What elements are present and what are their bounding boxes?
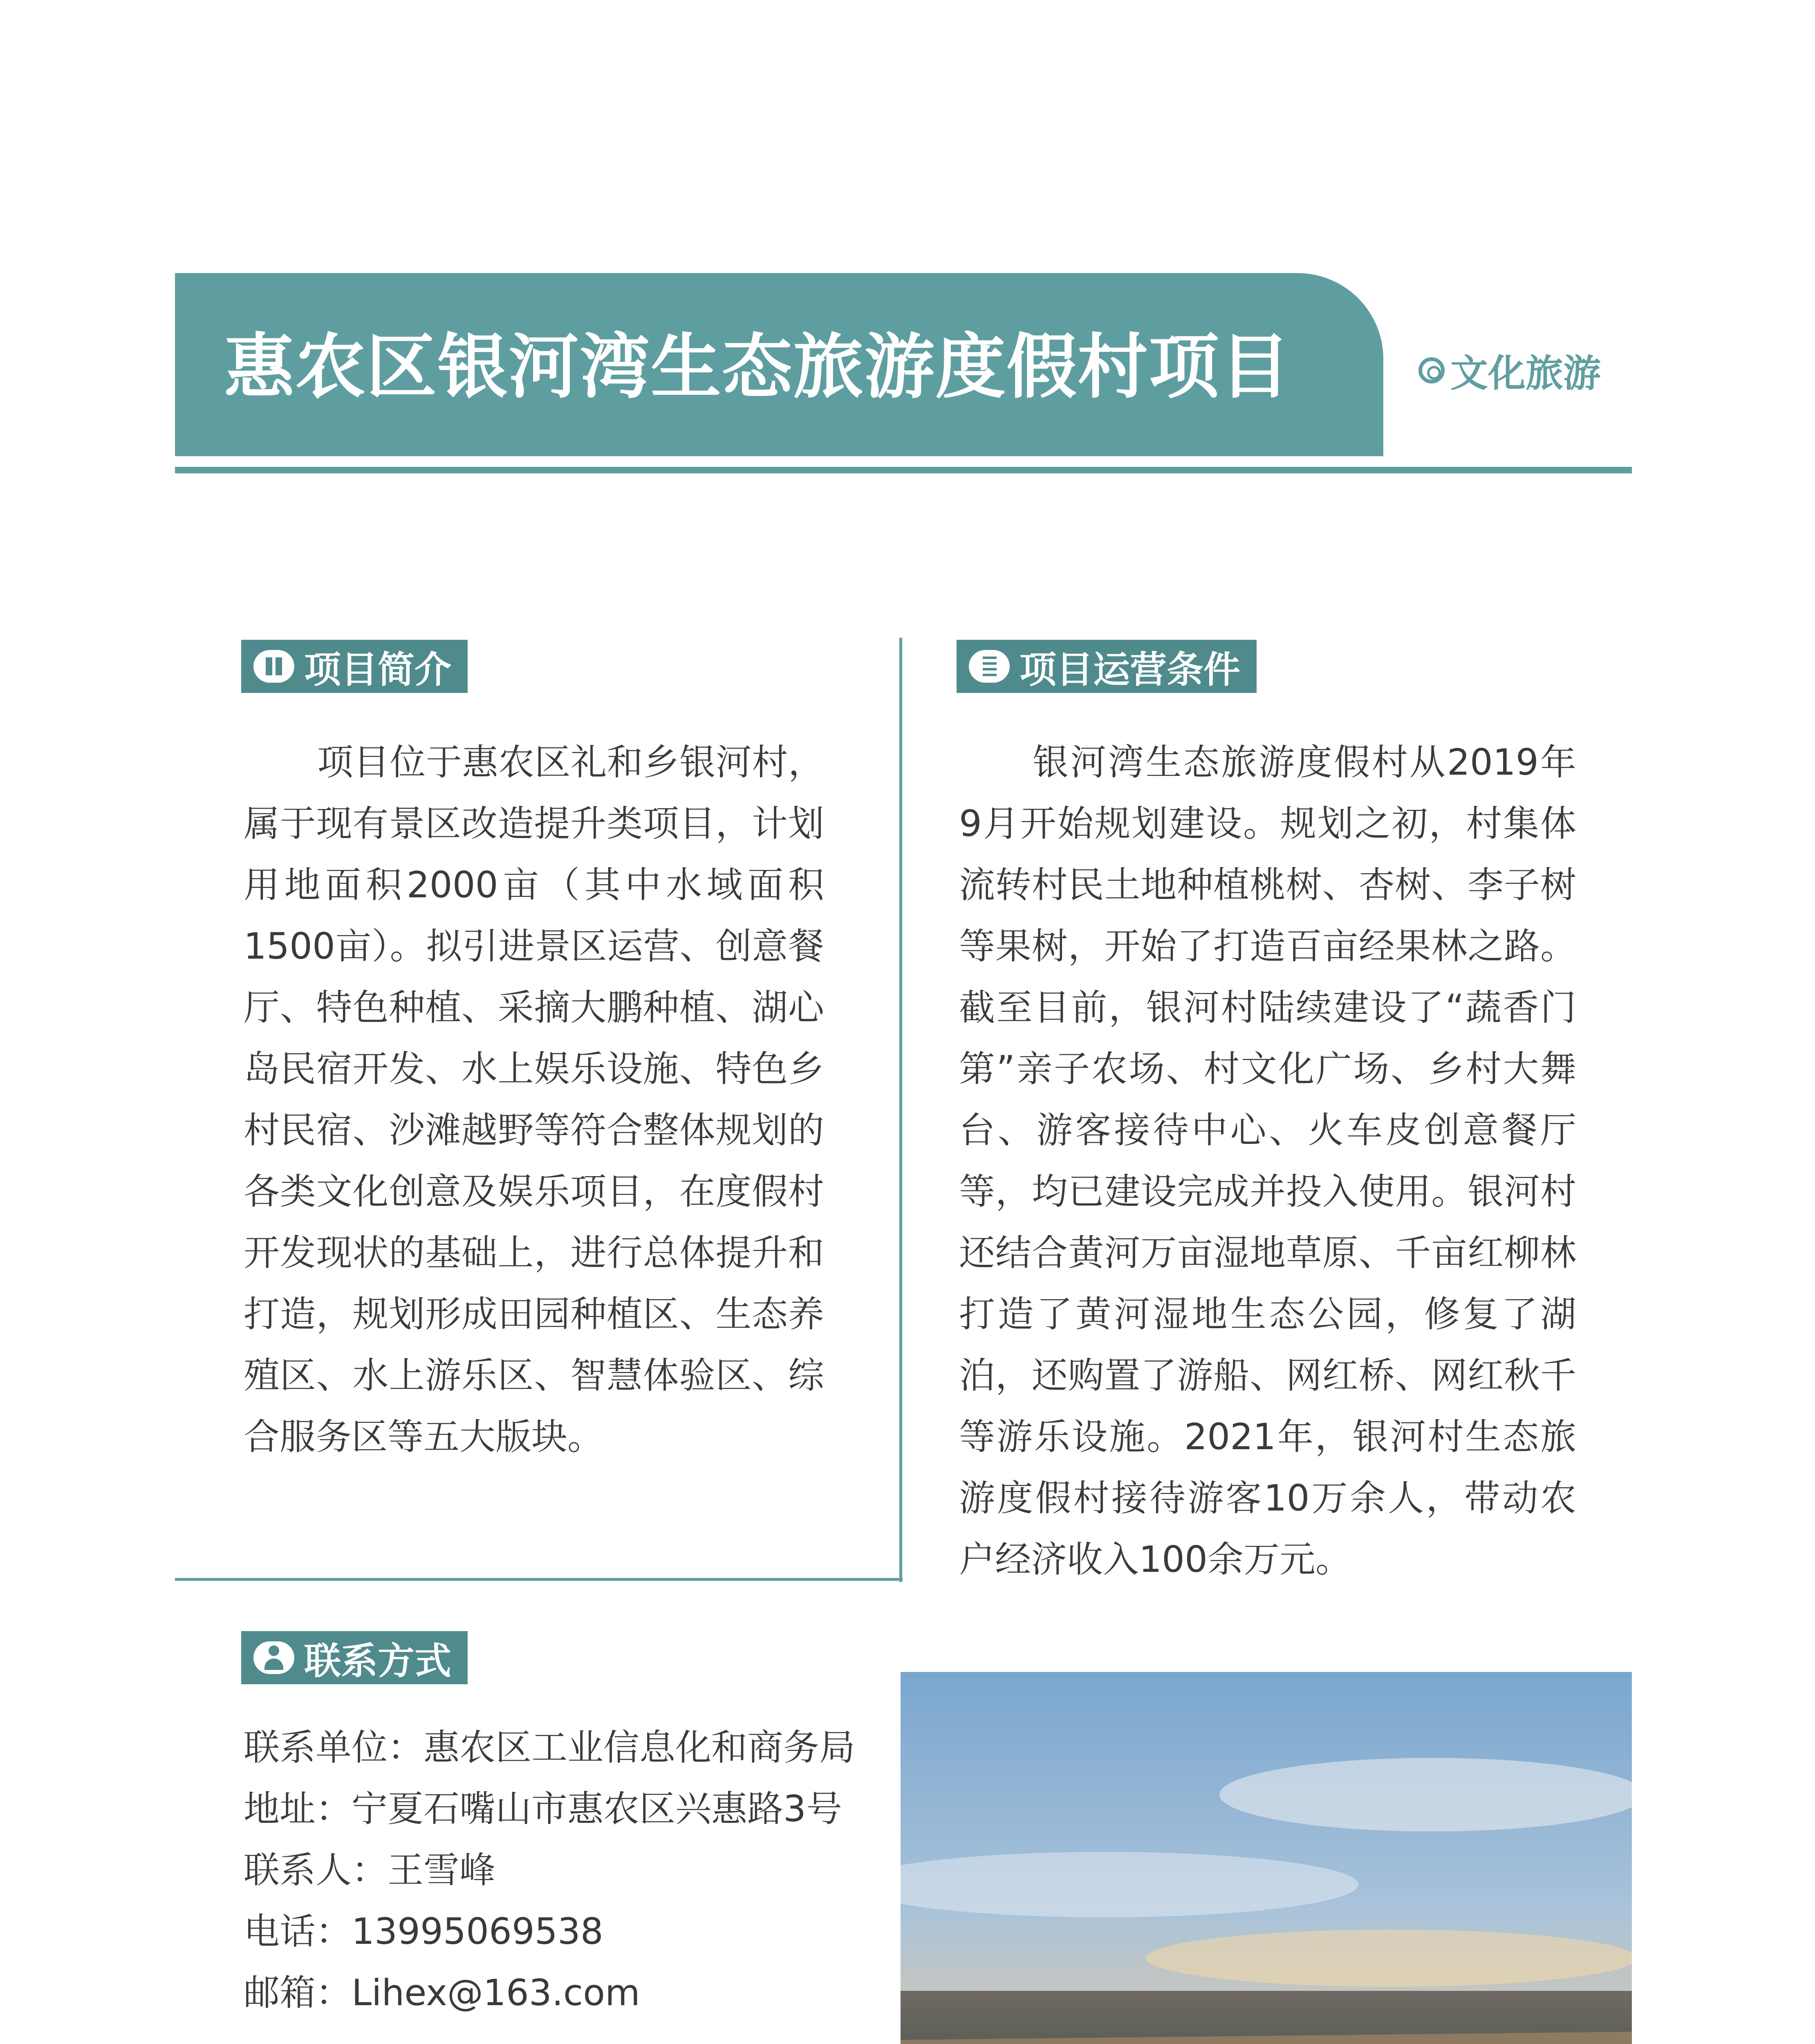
contact-phone: 电话：13995069538	[244, 1910, 603, 1952]
person-icon	[253, 1641, 294, 1674]
page-title: 惠农区银河湾生态旅游度假村项目	[224, 325, 1291, 408]
section-heading-intro-text: 项目简介	[304, 648, 451, 691]
document-icon	[969, 650, 1010, 683]
section-heading-contact-text: 联系方式	[304, 1640, 451, 1683]
book-icon	[253, 650, 294, 683]
contact-address: 地址：宁夏石嘴山市惠农区兴惠路3号	[244, 1788, 842, 1830]
contact-email: 邮箱：Lihex@163.com	[244, 1972, 640, 2014]
section-divider	[175, 1578, 903, 1581]
double-circle-icon	[1418, 357, 1445, 383]
category-label	[1418, 343, 1601, 397]
column-divider	[899, 638, 902, 1582]
section-heading-operations-text: 项目运营条件	[1020, 648, 1240, 691]
title-divider	[175, 467, 1632, 473]
contact-info	[244, 1717, 855, 2024]
section-heading-intro	[241, 640, 468, 693]
contact-person: 联系人：王雪峰	[244, 1849, 496, 1891]
category-text: 文化旅游	[1450, 352, 1601, 395]
contact-unit: 联系单位：惠农区工业信息化和商务局	[244, 1726, 856, 1768]
aerial-landscape-image	[901, 1672, 1632, 2044]
operations-paragraph	[959, 732, 1576, 1590]
intro-text: 项目位于惠农区礼和乡银河村，属于现有景区改造提升类项目，计划用地面积2000亩（其中水域面积1500亩）。拟引进景区运营、创意餐厅、特色种植、采摘大鹏种植、湖心岛民宿开发、水上娱乐设施、特色乡村民宿、沙滩越野等符合整体规划的各类文化创意及娱乐项目，在度假村开发现状的基础上，进行总体提升和打造，规划形成田园种植区、生态养殖区、水上游乐区、智慧体验区、综合服务区等五大版块。	[244, 741, 824, 1458]
section-heading-operations	[957, 640, 1257, 693]
intro-paragraph	[244, 732, 824, 1468]
operations-text: 银河湾生态旅游度假村从2019年9月开始规划建设。规划之初，村集体流转村民土地种植桃树、杏树、李子树等果树，开始了打造百亩经果林之路。截至目前，银河村陆续建设了“蔬香门第”亲子农场、村文化广场、乡村大舞台、游客接待中心、火车皮创意餐厅等，均已建设完成并投入使用。银河村还结合黄河万亩湿地草原、千亩红柳林打造了黄河湿地生态公园，修复了湖泊，还购置了游船、网红桥、网红秋千等游乐设施。2021年，银河村生态旅游度假村接待游客10万余人，带动农户经济收入100余万元。	[959, 741, 1576, 1580]
section-heading-contact	[241, 1631, 468, 1684]
